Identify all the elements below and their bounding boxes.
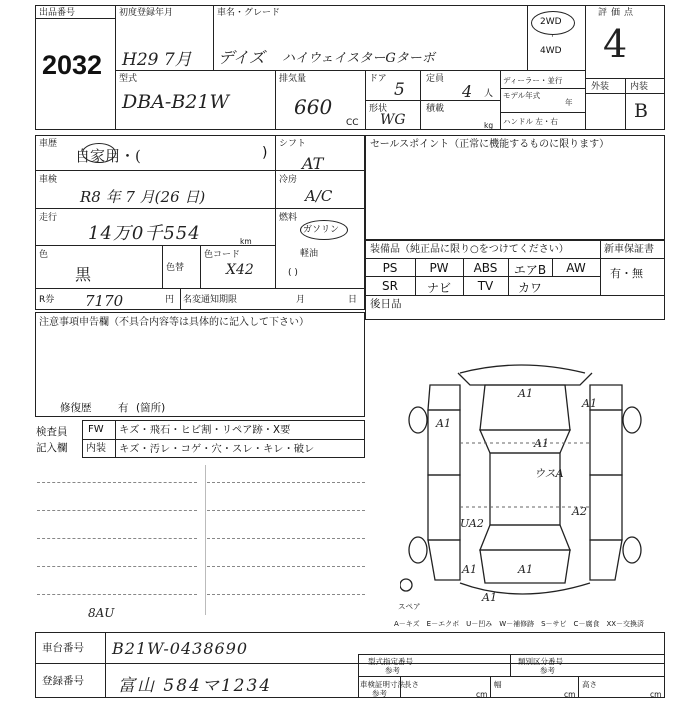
front-left-fender xyxy=(428,385,460,410)
notes-label: 注意事項申告欄（不具合内容等は具体的に記入して下さい） xyxy=(39,317,309,328)
rear-bumper xyxy=(460,583,590,594)
fw-text: キズ・飛石・ヒビ割・リペア跡・X要 xyxy=(119,424,291,436)
in-label: 内装 xyxy=(86,443,106,454)
mark-6: A2 xyxy=(572,505,587,518)
car-grade: ハイウェイスターGターボ xyxy=(282,51,435,66)
handle-label: ハンドル 左・右 xyxy=(503,117,558,126)
exterior-label: 外装 xyxy=(591,82,610,92)
car-name: デイズ xyxy=(218,48,265,67)
wheel-rr xyxy=(623,537,641,563)
equip-pw: PW xyxy=(429,261,449,275)
plate-value: 富山 584マ1234 xyxy=(118,676,273,696)
footer-note: 8AU xyxy=(88,606,115,620)
score-label: 評価点 xyxy=(598,8,638,18)
interior-value: B xyxy=(634,100,648,122)
chassis-value: B21W-0438690 xyxy=(112,639,249,658)
equip-abs: ABS xyxy=(473,261,498,275)
interior-label: 内装 xyxy=(630,82,649,92)
mileage-label: 走行 xyxy=(39,213,58,223)
km-unit: km xyxy=(240,237,252,246)
mark-9: A1 xyxy=(518,563,533,576)
equipment-label: 装備品（純正品に限り○をつけてください） xyxy=(370,244,569,255)
name-grade-label: 車名・グレード xyxy=(217,8,281,18)
inspection-label: 車検 xyxy=(39,175,58,185)
color-value: 黒 xyxy=(75,265,92,284)
spare-tire xyxy=(400,579,412,591)
fuel-diesel: 軽油 xyxy=(300,249,319,259)
drive-2wd: 2WD xyxy=(540,17,562,27)
mark-10: A1 xyxy=(482,591,497,604)
rear-left-quarter xyxy=(428,540,460,580)
spare-label: スペア xyxy=(398,602,421,611)
warranty-value: 有・無 xyxy=(610,267,643,280)
dealer-label: ディーラー・並行 xyxy=(503,76,563,85)
equip-aw: AW xyxy=(566,261,586,275)
shift-label: シフト xyxy=(279,139,307,149)
cooling-label: 冷房 xyxy=(279,175,298,185)
wheel-fr xyxy=(623,407,641,433)
load-label: 積載 xyxy=(426,104,445,114)
doors-value: 5 xyxy=(394,80,405,100)
fuel-other: ( ) xyxy=(288,268,298,278)
repair-label: 修復歴 xyxy=(60,402,92,414)
windshield xyxy=(480,430,570,453)
equip-airbag: エアB xyxy=(513,263,547,277)
history-value: 自家用・( xyxy=(75,147,141,165)
repair-value: 有 xyxy=(118,402,129,414)
rear-window xyxy=(480,525,570,550)
equip-tv: TV xyxy=(477,279,494,293)
in-text: キズ・汚レ・コゲ・穴・スレ・キレ・破レ xyxy=(119,443,315,455)
year-unit: 年 xyxy=(565,98,573,107)
height-label: 高さ xyxy=(582,680,597,689)
warranty-label: 新車保証書 xyxy=(604,244,654,255)
roof xyxy=(490,453,560,525)
rear-left-door xyxy=(428,475,460,540)
color-change-label: 色替 xyxy=(166,263,185,273)
kg-unit: kg xyxy=(484,121,494,130)
cooling-value: A/C xyxy=(305,187,333,205)
equip-leather: カワ xyxy=(517,281,542,295)
cc-unit: CC xyxy=(346,118,359,128)
front-bumper xyxy=(460,365,585,373)
shift-value: AT xyxy=(302,154,324,173)
inspection-value: R8 年 7 月(26 日) xyxy=(80,188,206,206)
mark-4: A1 xyxy=(534,437,549,450)
body-value: WG xyxy=(380,112,406,128)
width-label: 幅 xyxy=(494,680,502,689)
mileage-value: 14万0千554 xyxy=(88,223,201,244)
model-label: 型式 xyxy=(119,74,138,84)
first-reg-label: 初度登録年月 xyxy=(119,8,174,18)
equip-ps: PS xyxy=(382,261,398,275)
model-value: DBA-B21W xyxy=(122,91,230,113)
repair-place: (箇所) xyxy=(136,402,166,414)
first-reg-value: H29 7月 xyxy=(122,50,192,70)
wheel-fl xyxy=(409,407,427,433)
capacity-unit: 人 xyxy=(484,89,494,99)
model-year-label: モデル年式 xyxy=(503,91,541,100)
mark-2: A1 xyxy=(582,397,597,410)
mark-7: UA2 xyxy=(460,517,484,530)
recycle-label: R券 xyxy=(39,295,55,305)
extras-label: 後日品 xyxy=(370,298,402,310)
fw-label: FW xyxy=(88,424,104,435)
lot-label: 出品番号 xyxy=(39,8,76,18)
recycle-value: 7170 xyxy=(85,292,124,310)
color-label: 色 xyxy=(39,250,49,260)
damage-legend: A－キズ E－エクボ U－凹み W－補修跡 S－サビ C－腐食 XX－交換済 xyxy=(394,620,645,628)
equip-sr: SR xyxy=(382,279,398,293)
car-damage-diagram xyxy=(400,355,650,615)
inspector-label-2: 記入欄 xyxy=(36,442,68,454)
lot-number: 2032 xyxy=(42,50,103,80)
color-code-value: X42 xyxy=(226,262,254,278)
capacity-label: 定員 xyxy=(426,74,445,84)
capacity-value: 4 xyxy=(462,82,473,101)
selling-points-label: セールスポイント（正常に機能するものに限ります） xyxy=(370,139,610,150)
displacement-value: 660 xyxy=(294,95,333,119)
score-value: 4 xyxy=(603,22,628,66)
fuel-label: 燃料 xyxy=(279,213,298,223)
displacement-label: 排気量 xyxy=(279,74,307,84)
length-label: 長さ xyxy=(404,680,419,689)
fuel-gas: ガソリン xyxy=(303,225,340,235)
auction-sheet: 出品番号 2032 初度登録年月 H29 7月 車名・グレード デイズ ハイウェイスターGターボ 2WD · 4WD 評価点 4 型式 DBA-B21W 排気量 660 CC ドア 5 定員 4 人 形状 WG 積載 kg ディーラー・並行 モデル年式 年 ハンドル 左・右 外装 内装 B 車歴 自家用・( ) シフト AT 車検 R8 年 7 月(26 日) 冷房 A/C 走行 14万0千554 km 燃料 ガソリン 軽油 ( ) 色 黒 色替 色コード X42 R券 7170 円 名変通知期限 月 日 セールスポイント（正常に機能するものに限ります） 装備品（純正品に限り○をつけてください） 新車保証書 有・無 PS PW ABS エアB AW SR ナビ TV カワ 後日品 注意事項申告欄（不具合内容等は具体的に記入して下さい） 修復歴 有 (箇所) 検査員 記入欄 FW キズ・飛石・ヒビ割・リペア跡・X要 内装 キズ・汚レ・コゲ・穴・スレ・キレ・破レ 8AU A1 A1 A1 A1 ウスA A2 UA2 A1 A1 A1 スペア A－キズ E－エクボ U－凹み W－補修跡 S－サビ C－腐食 XX－交換済 車台番号 B21W-0438690 登録番号 富山 584マ1234 型式指定番号 参考 類別区分番号 参考 車検証明寸法 参考 長さ cm 幅 cm 高さ cm xyxy=(0,0,700,700)
history-label: 車歴 xyxy=(39,139,58,149)
body-label: 形状 xyxy=(369,104,388,114)
type-spec-label: 型式指定番号 xyxy=(368,657,413,666)
mark-5: ウスA xyxy=(534,467,564,480)
cert-label: 車検証明寸法 xyxy=(360,680,405,689)
mark-1: A1 xyxy=(518,387,533,400)
drive-4wd: 4WD xyxy=(540,46,562,56)
plate-label: 登録番号 xyxy=(42,675,84,687)
yen-unit: 円 xyxy=(165,295,175,305)
name-change-label: 名変通知期限 xyxy=(183,295,238,305)
wheel-rl xyxy=(409,537,427,563)
color-code-label: 色コード xyxy=(204,250,241,260)
inspector-label-1: 検査員 xyxy=(36,426,68,438)
doors-label: ドア xyxy=(369,74,387,84)
class-label: 類別区分番号 xyxy=(518,657,563,666)
mark-8: A1 xyxy=(462,563,477,576)
chassis-label: 車台番号 xyxy=(42,642,84,654)
equip-navi: ナビ xyxy=(426,281,451,295)
mark-3: A1 xyxy=(436,417,451,430)
